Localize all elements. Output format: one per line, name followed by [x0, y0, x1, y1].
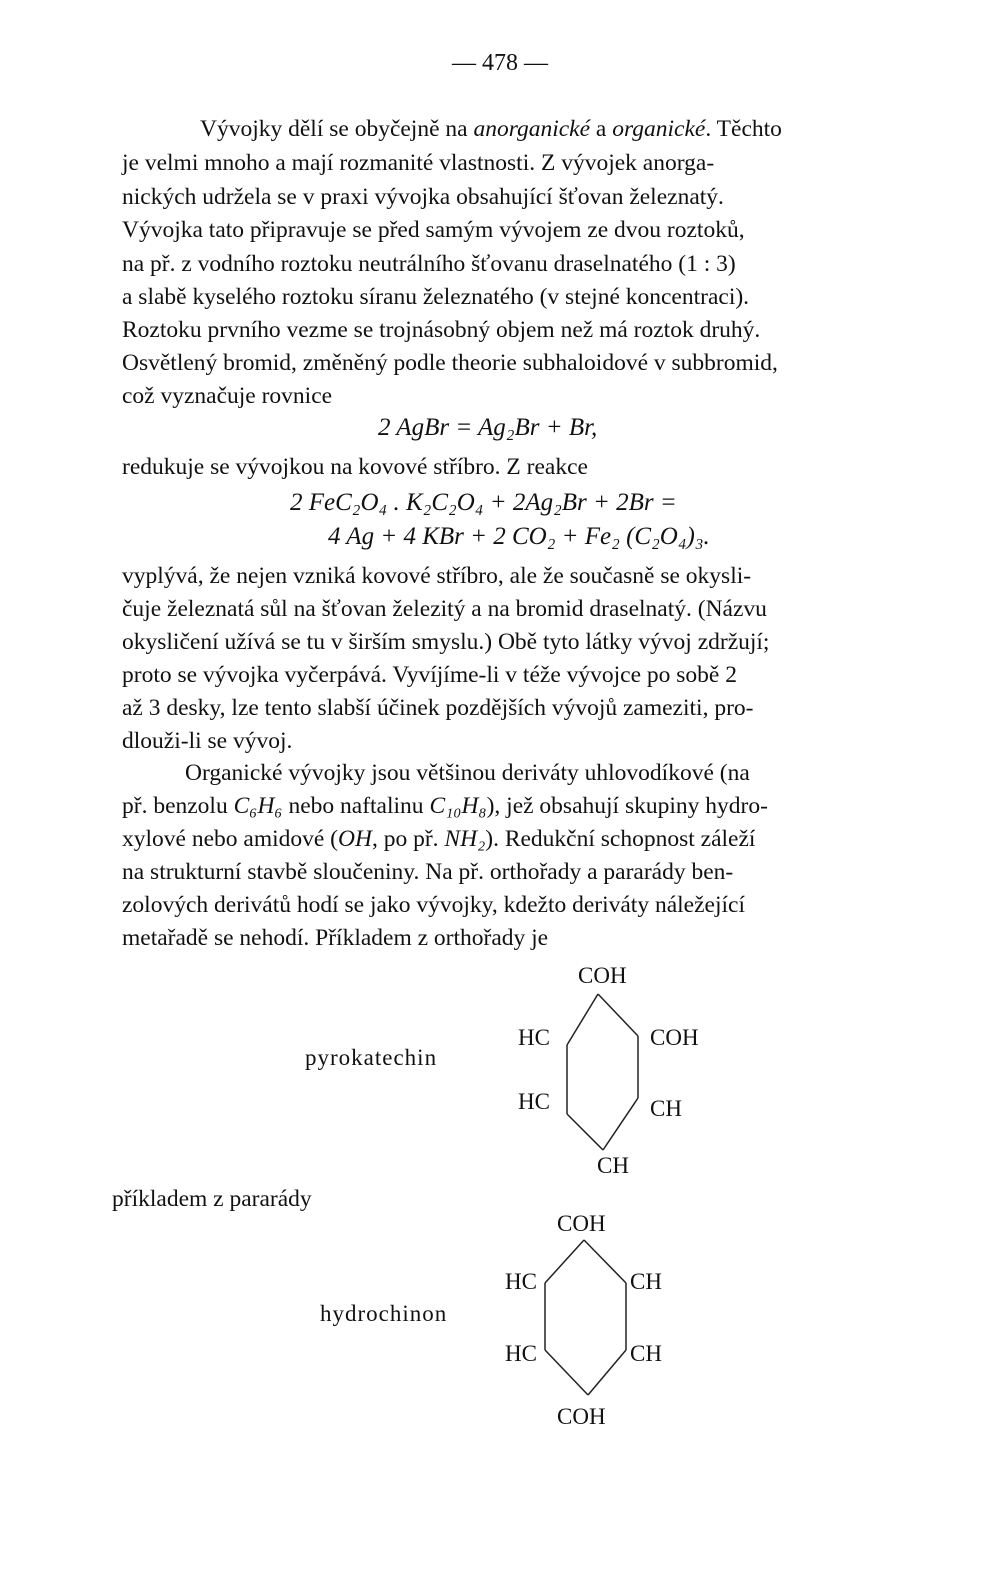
text-line: čuje železnatá sůl na šťovan železitý a na bromid draselnatý. (Názvu — [122, 596, 767, 622]
text-line: dlouži-li se vývoj. — [122, 728, 293, 754]
para-intro: příkladem z pararády — [112, 1186, 312, 1212]
hydrochinon-upper-left-label: HC — [505, 1269, 537, 1294]
text-line: Roztoku prvního vezme se trojnásobný objem než má roztok druhý. — [122, 317, 761, 343]
page-number: — 478 — — [452, 50, 548, 76]
text-line: což vyznačuje rovnice — [122, 383, 333, 409]
text-line: Vývojka tato připravuje se před samým vývojem ze dvou roztoků, — [122, 217, 745, 243]
text-line: Osvětlený bromid, změněný podle theorie subhaloidové v subbromid, — [122, 350, 778, 376]
hydrochinon-upper-right-label: CH — [630, 1269, 662, 1294]
hydrochinon-ring — [545, 1240, 626, 1395]
text-line: nických udržela se v praxi vývojka obsahující šťovan železnatý. — [122, 184, 724, 210]
text-line: vyplývá, že nejen vzniká kovové stříbro, ale že současně se okysli- — [122, 563, 752, 589]
hydrochinon-lower-right-label: CH — [630, 1341, 662, 1366]
pyrokatechin-lower-left-label: HC — [518, 1089, 550, 1114]
hydrochinon-name: hydrochinon — [320, 1301, 448, 1326]
text-line: až 3 desky, lze tento slabší účinek pozdějších vývojů zameziti, pro- — [122, 695, 754, 721]
hydrochinon-lower-left-label: HC — [505, 1341, 537, 1366]
text-line: metařadě se nehodí. Příkladem z orthořady je — [122, 925, 549, 951]
hydrochinon-bottom-label: COH — [557, 1404, 606, 1429]
pyrokatechin-upper-left-label: HC — [518, 1025, 550, 1050]
pyrokatechin-name: pyrokatechin — [305, 1045, 438, 1070]
equation-reaction-line-1: 2 FeC₂O₄ . K₂C₂O₄ + 2Ag₂Br + 2Br = — [290, 489, 677, 516]
pyrokatechin-bottom-label: CH — [597, 1153, 629, 1178]
text-line: a slabě kyselého roztoku síranu železnatého (v stejné koncentraci). — [122, 284, 750, 310]
text-line: xylové nebo amidové (OH, po př. NH₂). Redukční schopnost záleží — [122, 826, 756, 852]
pyrokatechin-upper-right-label: COH — [650, 1025, 699, 1050]
text-line: př. benzolu C₆H₆ nebo naftalinu C₁₀H₈), jež obsahují skupiny hydro- — [122, 793, 768, 819]
equation-silver-bromide: 2 AgBr = Ag₂Br + Br, — [378, 414, 598, 441]
text-line: okysličení užívá se tu v širším smyslu.) Obě tyto látky vývoj zdržují; — [122, 629, 770, 655]
pyrokatechin-ring — [567, 994, 638, 1150]
text-line: redukuje se vývojkou na kovové stříbro. Z reakce — [122, 454, 588, 480]
text-line: Vývojky dělí se obyčejně na anorganické a organické. Těchto — [200, 116, 782, 142]
text-line: je velmi mnoho a mají rozmanité vlastnosti. Z vývojek anorga- — [122, 150, 715, 176]
hydrochinon-top-label: COH — [557, 1211, 606, 1236]
text-line: na př. z vodního roztoku neutrálního šťovanu draselnatého (1 : 3) — [122, 251, 736, 277]
text-line: Organické vývojky jsou většinou deriváty uhlovodíkové (na — [185, 760, 750, 786]
pyrokatechin-top-label: COH — [578, 963, 627, 988]
text-line: proto se vývojka vyčerpává. Vyvíjíme-li v téže vývojce po sobě 2 — [122, 662, 737, 688]
text-line: zolových derivátů hodí se jako vývojky, kdežto deriváty náležející — [122, 892, 745, 918]
text-line: na strukturní stavbě sloučeniny. Na př. orthořady a pararády ben- — [122, 859, 734, 885]
equation-reaction-line-2: 4 Ag + 4 KBr + 2 CO₂ + Fe₂ (C₂O₄)₃. — [328, 523, 710, 550]
pyrokatechin-lower-right-label: CH — [650, 1096, 682, 1121]
